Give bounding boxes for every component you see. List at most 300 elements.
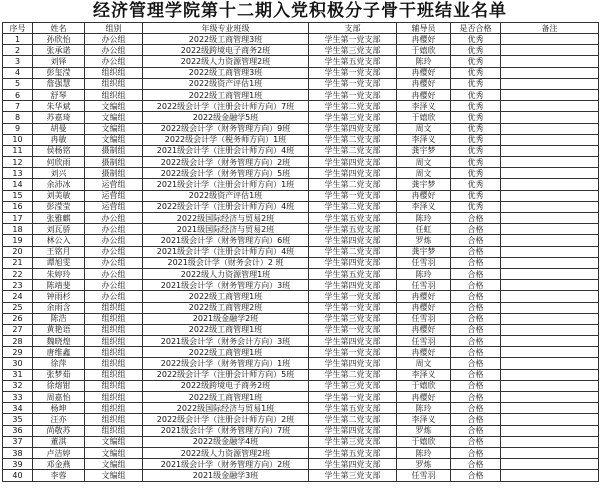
cell-class: 2021级会计学（财务管理方向）7班 xyxy=(143,425,309,436)
cell-group: 组织组 xyxy=(85,403,143,414)
cell-no: 7 xyxy=(3,101,33,112)
cell-note xyxy=(501,291,599,302)
table-row xyxy=(3,246,599,257)
cell-class: 2022级会计学（财务管理方向）5班 xyxy=(143,168,309,179)
cell-mentor: 任雪羽 xyxy=(397,470,451,481)
cell-branch: 学生第一党支部 xyxy=(309,392,397,403)
cell-mentor: 冉樱好 xyxy=(397,89,451,100)
cell-mentor: 冉樱好 xyxy=(397,190,451,201)
cell-name: 魏晓煌 xyxy=(33,336,85,347)
cell-name: 卢洁婷 xyxy=(33,447,85,458)
cell-group: 办公组 xyxy=(85,246,143,257)
cell-note xyxy=(501,67,599,78)
table-row xyxy=(3,123,599,134)
cell-group: 组织组 xyxy=(85,78,143,89)
cell-pass: 合格 xyxy=(451,257,501,268)
cell-class: 2022级会计学（注册会计师方向）4班 xyxy=(143,201,309,212)
cell-note xyxy=(501,414,599,425)
cell-name: 黄艳语 xyxy=(33,324,85,335)
cell-branch: 学生第四党支部 xyxy=(309,336,397,347)
cell-class: 2022级会计学（税务师方向）1班 xyxy=(143,134,309,145)
header-mentor: 辅导员 xyxy=(397,23,451,34)
cell-name: 周嘉怡 xyxy=(33,392,85,403)
cell-class: 2022级工商管理1班 xyxy=(143,392,309,403)
cell-note xyxy=(501,436,599,447)
cell-name: 朱华斌 xyxy=(33,101,85,112)
roster-body xyxy=(3,34,599,482)
cell-no: 35 xyxy=(3,414,33,425)
cell-group: 办公组 xyxy=(85,268,143,279)
cell-pass: 优秀 xyxy=(451,56,501,67)
cell-pass: 优秀 xyxy=(451,201,501,212)
cell-group: 文编组 xyxy=(85,470,143,481)
cell-no: 39 xyxy=(3,459,33,470)
cell-branch: 学生第一党支部 xyxy=(309,190,397,201)
cell-note xyxy=(501,56,599,67)
cell-group: 办公组 xyxy=(85,235,143,246)
cell-name: 张承诺 xyxy=(33,45,85,56)
cell-group: 摄制组 xyxy=(85,145,143,156)
header-group: 组别 xyxy=(85,23,143,34)
cell-no: 10 xyxy=(3,134,33,145)
cell-note xyxy=(501,380,599,391)
cell-note xyxy=(501,224,599,235)
cell-class: 2021级国际经济与贸易2班 xyxy=(143,224,309,235)
cell-mentor: 冉樱好 xyxy=(397,34,451,45)
cell-name: 刘瓦骄 xyxy=(33,224,85,235)
header-no: 序号 xyxy=(3,23,33,34)
cell-pass: 合格 xyxy=(451,235,501,246)
cell-name: 詹强慧 xyxy=(33,78,85,89)
cell-pass: 合格 xyxy=(451,369,501,380)
cell-no: 28 xyxy=(3,336,33,347)
cell-mentor: 李泽义 xyxy=(397,414,451,425)
cell-mentor: 冉樱好 xyxy=(397,324,451,335)
cell-no: 19 xyxy=(3,235,33,246)
cell-note xyxy=(501,101,599,112)
cell-no: 1 xyxy=(3,34,33,45)
cell-no: 31 xyxy=(3,369,33,380)
cell-no: 36 xyxy=(3,425,33,436)
cell-mentor: 陈玲 xyxy=(397,56,451,67)
cell-branch: 学生第四党支部 xyxy=(309,257,397,268)
cell-group: 文编组 xyxy=(85,459,143,470)
cell-name: 钟雨杉 xyxy=(33,291,85,302)
cell-class: 2021级会计学（财务管理方向）3班 xyxy=(143,280,309,291)
cell-pass: 合格 xyxy=(451,280,501,291)
cell-branch: 学生第四党支部 xyxy=(309,168,397,179)
cell-pass: 合格 xyxy=(451,470,501,481)
cell-group: 组织组 xyxy=(85,336,143,347)
cell-group: 办公组 xyxy=(85,34,143,45)
cell-note xyxy=(501,34,599,45)
cell-mentor: 周文 xyxy=(397,168,451,179)
cell-branch: 学生第四党支部 xyxy=(309,123,397,134)
cell-mentor: 龚宇梦 xyxy=(397,145,451,156)
cell-group: 运营组 xyxy=(85,190,143,201)
cell-group: 组织组 xyxy=(85,313,143,324)
cell-name: 舒琴 xyxy=(33,89,85,100)
cell-class: 2022级工商管理3班 xyxy=(143,67,309,78)
cell-group: 文编组 xyxy=(85,436,143,447)
cell-name: 刘兴 xyxy=(33,168,85,179)
cell-group: 办公组 xyxy=(85,291,143,302)
cell-group: 组织组 xyxy=(85,369,143,380)
cell-no: 9 xyxy=(3,123,33,134)
cell-group: 办公组 xyxy=(85,45,143,56)
cell-pass: 合格 xyxy=(451,380,501,391)
cell-branch: 学生第三党支部 xyxy=(309,112,397,123)
cell-mentor: 罗炼 xyxy=(397,235,451,246)
cell-no: 2 xyxy=(3,45,33,56)
cell-pass: 优秀 xyxy=(451,145,501,156)
cell-no: 12 xyxy=(3,157,33,168)
cell-class: 2022级人力资源管理2班 xyxy=(143,56,309,67)
cell-branch: 学生第一党支部 xyxy=(309,302,397,313)
cell-branch: 学生第一党支部 xyxy=(309,291,397,302)
cell-branch: 学生第二党支部 xyxy=(309,246,397,257)
cell-pass: 合格 xyxy=(451,213,501,224)
cell-name: 尚敬苏 xyxy=(33,425,85,436)
cell-note xyxy=(501,213,599,224)
cell-branch: 学生第三党支部 xyxy=(309,470,397,481)
cell-branch: 学生第二党支部 xyxy=(309,145,397,156)
table-row xyxy=(3,302,599,313)
cell-pass: 合格 xyxy=(451,313,501,324)
cell-name: 陈浩 xyxy=(33,313,85,324)
table-row xyxy=(3,257,599,268)
cell-class: 2021级会计学（财务会计方向）3班 xyxy=(143,336,309,347)
cell-name: 汪亦 xyxy=(33,414,85,425)
cell-note xyxy=(501,168,599,179)
cell-mentor: 陈玲 xyxy=(397,213,451,224)
cell-class: 2022级会计学（财务管理方向）9班 xyxy=(143,123,309,134)
cell-note xyxy=(501,347,599,358)
cell-class: 2021级会计学（财务会计）2 班 xyxy=(143,257,309,268)
cell-no: 25 xyxy=(3,302,33,313)
cell-note xyxy=(501,89,599,100)
cell-pass: 合格 xyxy=(451,291,501,302)
cell-name: 陈靖斐 xyxy=(33,280,85,291)
cell-branch: 学生第三党支部 xyxy=(309,436,397,447)
cell-note xyxy=(501,324,599,335)
cell-pass: 合格 xyxy=(451,403,501,414)
cell-group: 组织组 xyxy=(85,392,143,403)
cell-branch: 学生第一党支部 xyxy=(309,89,397,100)
cell-pass: 优秀 xyxy=(451,190,501,201)
cell-name: 谭旭雯 xyxy=(33,257,85,268)
cell-name: 朱婷玲 xyxy=(33,268,85,279)
cell-pass: 优秀 xyxy=(451,34,501,45)
cell-mentor: 李泽义 xyxy=(397,134,451,145)
cell-branch: 学生第四党支部 xyxy=(309,280,397,291)
cell-no: 6 xyxy=(3,89,33,100)
cell-group: 办公组 xyxy=(85,257,143,268)
cell-mentor: 李泽义 xyxy=(397,369,451,380)
cell-note xyxy=(501,145,599,156)
cell-branch: 学生第一党支部 xyxy=(309,34,397,45)
cell-branch: 学生第五党支部 xyxy=(309,224,397,235)
cell-group: 文编组 xyxy=(85,123,143,134)
cell-pass: 优秀 xyxy=(451,168,501,179)
roster-table xyxy=(2,22,599,482)
cell-name: 彭玺滢 xyxy=(33,67,85,78)
table-row xyxy=(3,78,599,89)
cell-mentor: 任雪羽 xyxy=(397,313,451,324)
cell-pass: 合格 xyxy=(451,392,501,403)
cell-note xyxy=(501,447,599,458)
cell-group: 组织组 xyxy=(85,324,143,335)
cell-mentor: 冉樱好 xyxy=(397,392,451,403)
table-row xyxy=(3,101,599,112)
cell-group: 组织组 xyxy=(85,302,143,313)
table-row xyxy=(3,190,599,201)
cell-name: 徐熔钳 xyxy=(33,380,85,391)
cell-no: 40 xyxy=(3,470,33,481)
cell-no: 37 xyxy=(3,436,33,447)
cell-pass: 合格 xyxy=(451,224,501,235)
cell-group: 运营组 xyxy=(85,201,143,212)
cell-note xyxy=(501,246,599,257)
cell-mentor: 于嬉欣 xyxy=(397,436,451,447)
cell-no: 30 xyxy=(3,358,33,369)
cell-note xyxy=(501,45,599,56)
cell-branch: 学生第二党支部 xyxy=(309,414,397,425)
cell-pass: 优秀 xyxy=(451,112,501,123)
cell-branch: 学生第二党支部 xyxy=(309,101,397,112)
cell-no: 8 xyxy=(3,112,33,123)
cell-class: 2022级人力资源管理2班 xyxy=(143,447,309,458)
cell-name: 徐萍 xyxy=(33,358,85,369)
table-header-row xyxy=(3,23,599,34)
cell-no: 14 xyxy=(3,179,33,190)
cell-note xyxy=(501,179,599,190)
cell-pass: 合格 xyxy=(451,268,501,279)
table-row xyxy=(3,56,599,67)
header-note: 备注 xyxy=(501,23,599,34)
cell-note xyxy=(501,280,599,291)
cell-pass: 优秀 xyxy=(451,134,501,145)
cell-name: 张雅麒 xyxy=(33,213,85,224)
cell-class: 2022级资产评估1班 xyxy=(143,190,309,201)
cell-pass: 合格 xyxy=(451,324,501,335)
cell-note xyxy=(501,157,599,168)
cell-name: 冉敏 xyxy=(33,134,85,145)
table-row xyxy=(3,380,599,391)
cell-mentor: 罗炼 xyxy=(397,459,451,470)
cell-no: 33 xyxy=(3,392,33,403)
cell-branch: 学生第四党支部 xyxy=(309,157,397,168)
cell-pass: 合格 xyxy=(451,347,501,358)
cell-name: 王铭月 xyxy=(33,246,85,257)
cell-name: 张梦茹 xyxy=(33,369,85,380)
cell-branch: 学生第二党支部 xyxy=(309,179,397,190)
cell-class: 2022级会计学（财务管理方向）2班 xyxy=(143,157,309,168)
cell-pass: 优秀 xyxy=(451,45,501,56)
cell-branch: 学生第四党支部 xyxy=(309,358,397,369)
table-row xyxy=(3,213,599,224)
cell-mentor: 任雪羽 xyxy=(397,336,451,347)
cell-name: 苏嘉琦 xyxy=(33,112,85,123)
cell-note xyxy=(501,235,599,246)
cell-group: 办公组 xyxy=(85,56,143,67)
cell-no: 32 xyxy=(3,380,33,391)
cell-branch: 学生第三党支部 xyxy=(309,380,397,391)
cell-mentor: 冉樱好 xyxy=(397,67,451,78)
cell-pass: 合格 xyxy=(451,358,501,369)
cell-no: 38 xyxy=(3,447,33,458)
cell-name: 孙欣怡 xyxy=(33,34,85,45)
cell-mentor: 罗炼 xyxy=(397,425,451,436)
cell-group: 摄制组 xyxy=(85,157,143,168)
cell-no: 20 xyxy=(3,246,33,257)
cell-name: 林公入 xyxy=(33,235,85,246)
cell-no: 11 xyxy=(3,145,33,156)
cell-class: 2021级会计学（财务管理方向）2班 xyxy=(143,459,309,470)
table-row xyxy=(3,134,599,145)
cell-class: 2022级金融学5班 xyxy=(143,112,309,123)
cell-group: 办公组 xyxy=(85,224,143,235)
table-row xyxy=(3,369,599,380)
cell-group: 文编组 xyxy=(85,134,143,145)
cell-class: 2022级会计学（注册会计师方向）5班 xyxy=(143,369,309,380)
cell-class: 2022级资产评估1班 xyxy=(143,78,309,89)
cell-class: 2022级会计学（注册会计师方向）7班 xyxy=(143,101,309,112)
cell-class: 2021级会计学（注册会计师方向）4班 xyxy=(143,246,309,257)
cell-mentor: 任雪羽 xyxy=(397,257,451,268)
table-row xyxy=(3,470,599,481)
cell-name: 余沛冰 xyxy=(33,179,85,190)
cell-mentor: 陈玲 xyxy=(397,268,451,279)
cell-mentor: 周文 xyxy=(397,157,451,168)
table-row xyxy=(3,168,599,179)
cell-class: 2022级国际经济与贸易2班 xyxy=(143,213,309,224)
table-row xyxy=(3,347,599,358)
cell-group: 组织组 xyxy=(85,67,143,78)
header-name: 姓名 xyxy=(33,23,85,34)
cell-no: 13 xyxy=(3,168,33,179)
cell-mentor: 李泽义 xyxy=(397,101,451,112)
cell-group: 办公组 xyxy=(85,213,143,224)
cell-name: 刘铎 xyxy=(33,56,85,67)
cell-no: 3 xyxy=(3,56,33,67)
cell-class: 2022级跨境电子商务2班 xyxy=(143,45,309,56)
table-row xyxy=(3,425,599,436)
cell-branch: 学生第二党支部 xyxy=(309,201,397,212)
cell-note xyxy=(501,313,599,324)
cell-no: 34 xyxy=(3,403,33,414)
table-row xyxy=(3,45,599,56)
header-class: 年级专业班级 xyxy=(143,23,309,34)
cell-pass: 优秀 xyxy=(451,78,501,89)
table-row xyxy=(3,324,599,335)
cell-no: 18 xyxy=(3,224,33,235)
cell-class: 2022级工商管理1班 xyxy=(143,347,309,358)
cell-no: 27 xyxy=(3,324,33,335)
table-row xyxy=(3,336,599,347)
cell-note xyxy=(501,302,599,313)
cell-pass: 合格 xyxy=(451,459,501,470)
table-row xyxy=(3,358,599,369)
cell-note xyxy=(501,336,599,347)
cell-pass: 合格 xyxy=(451,414,501,425)
cell-class: 2021级会计学（注册会计师方向）1班 xyxy=(143,179,309,190)
cell-name: 余雨含 xyxy=(33,302,85,313)
document-title: 经济管理学院第十二期入党积极分子骨干班结业名单 xyxy=(93,1,507,21)
cell-mentor: 于嬉欣 xyxy=(397,380,451,391)
cell-branch: 学生第一党支部 xyxy=(309,78,397,89)
cell-branch: 学生第五党支部 xyxy=(309,403,397,414)
cell-no: 17 xyxy=(3,213,33,224)
cell-note xyxy=(501,358,599,369)
cell-branch: 学生第四党支部 xyxy=(309,459,397,470)
cell-no: 4 xyxy=(3,67,33,78)
cell-branch: 学生第五党支部 xyxy=(309,268,397,279)
cell-mentor: 于嬉欣 xyxy=(397,112,451,123)
cell-branch: 学生第一党支部 xyxy=(309,347,397,358)
cell-mentor: 周文 xyxy=(397,123,451,134)
cell-pass: 合格 xyxy=(451,336,501,347)
cell-group: 运营组 xyxy=(85,179,143,190)
cell-class: 2022级人力资源管理1班 xyxy=(143,268,309,279)
cell-group: 组织组 xyxy=(85,425,143,436)
cell-pass: 优秀 xyxy=(451,179,501,190)
cell-note xyxy=(501,392,599,403)
cell-group: 组织组 xyxy=(85,358,143,369)
cell-pass: 优秀 xyxy=(451,89,501,100)
cell-no: 5 xyxy=(3,78,33,89)
cell-class: 2021级会计学（注册会计师方向）4班 xyxy=(143,145,309,156)
cell-no: 16 xyxy=(3,201,33,212)
table-row xyxy=(3,392,599,403)
cell-name: 侯杨铭 xyxy=(33,145,85,156)
cell-note xyxy=(501,190,599,201)
cell-branch: 学生第三党支部 xyxy=(309,313,397,324)
cell-pass: 合格 xyxy=(451,302,501,313)
cell-note xyxy=(501,112,599,123)
table-row xyxy=(3,179,599,190)
cell-note xyxy=(501,470,599,481)
table-row xyxy=(3,280,599,291)
cell-group: 文编组 xyxy=(85,447,143,458)
cell-note xyxy=(501,459,599,470)
cell-branch: 学生第五党支部 xyxy=(309,447,397,458)
cell-note xyxy=(501,425,599,436)
cell-mentor: 李泽义 xyxy=(397,201,451,212)
cell-group: 组织组 xyxy=(85,89,143,100)
cell-mentor: 冉樱好 xyxy=(397,347,451,358)
cell-class: 2021级金融学3班 xyxy=(143,470,309,481)
table-row xyxy=(3,157,599,168)
cell-pass: 合格 xyxy=(451,425,501,436)
cell-mentor: 任虹 xyxy=(397,224,451,235)
cell-mentor: 于嬉欣 xyxy=(397,45,451,56)
cell-pass: 合格 xyxy=(451,246,501,257)
table-row xyxy=(3,224,599,235)
cell-no: 23 xyxy=(3,280,33,291)
cell-branch: 学生第四党支部 xyxy=(309,235,397,246)
cell-group: 组织组 xyxy=(85,414,143,425)
cell-mentor: 龚宇梦 xyxy=(397,179,451,190)
cell-name: 李蓉 xyxy=(33,470,85,481)
cell-note xyxy=(501,268,599,279)
cell-class: 2022级金融学4班 xyxy=(143,436,309,447)
header-branch: 支部 xyxy=(309,23,397,34)
cell-mentor: 冉樱好 xyxy=(397,302,451,313)
table-row xyxy=(3,89,599,100)
cell-class: 2022级会计学（注册会计师方向）2班 xyxy=(143,414,309,425)
cell-class: 2022级跨境电子商务2班 xyxy=(143,380,309,391)
